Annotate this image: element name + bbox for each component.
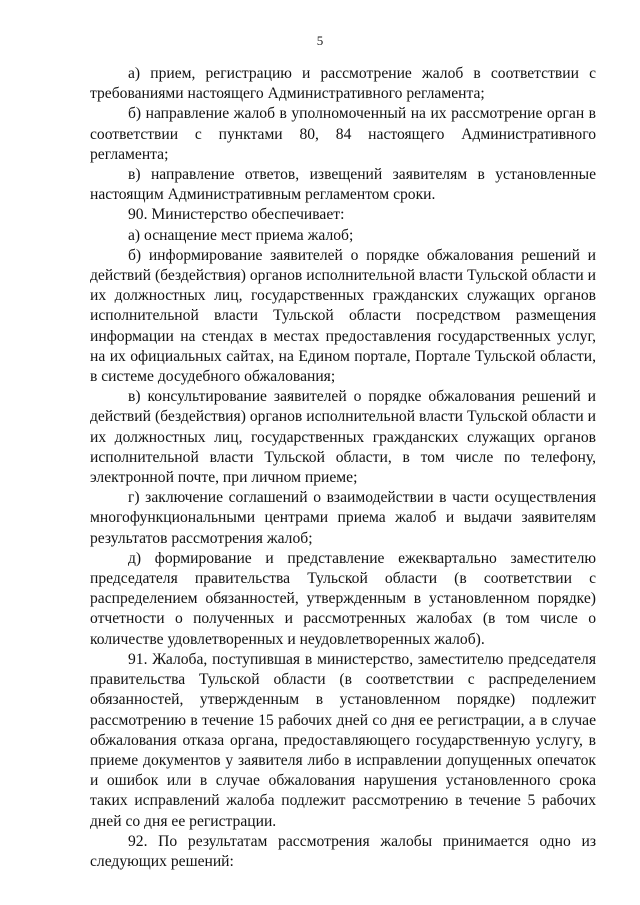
paragraph-section-92: 92. По результатам рассмотрения жалобы принимается одно из следующих решений:	[90, 832, 596, 870]
paragraph-section-90-heading: 90. Министерство обеспечивает:	[128, 206, 345, 224]
paragraph-item-a-reception: а) прием, регистрацию и рассмотрение жалоб в соответствии с требованиями настоящего Административного регламента;	[90, 65, 596, 103]
paragraph-item-v-responses: в) направление ответов, извещений заявителям в установленные настоящим Административным регламентом сроки.	[90, 166, 596, 204]
page-number: 5	[316, 33, 324, 48]
paragraph-section-90-item-a: а) оснащение мест приема жалоб;	[128, 226, 354, 244]
paragraph-section-90-item-b: б) информирование заявителей о порядке обжалования решений и действий (бездействия) органов исполнительной власти Тульской области и их должностных лиц, государственных гражданских служащих органов исполнительной власти Тульской области посредством размещения информации на стендах в местах предоставления государственных услуг, на их официальных сайтах, на Едином портале, Портале Тульской области, в системе досудебного обжалования;	[90, 246, 596, 386]
paragraph-item-b-forwarding: б) направление жалоб в уполномоченный на их рассмотрение орган в соответствии с пунктами 80, 84 настоящего Административного регламента;	[90, 105, 596, 163]
paragraph-section-90-item-d: д) формирование и представление ежеквартально заместителю председателя правительства Тульской области (в соответствии с распределением обязанностей, утвержденным в установленном порядке) отчетности о полученных и рассмотренных жалобах (в том числе о количестве удовлетворенных и неудовлетворенных жалоб).	[90, 549, 596, 648]
paragraph-section-90-item-g: г) заключение соглашений о взаимодействии в части осуществления многофункциональными центрами приема жалоб и выдачи заявителям результатов рассмотрения жалоб;	[90, 489, 596, 547]
paragraph-section-90-item-v: в) консультирование заявителей о порядке обжалования решений и действий (бездействия) органов исполнительной власти Тульской области и их должностных лиц, государственных гражданских служащих органов исполнительной власти Тульской области, в том числе по телефону, электронной почте, при личном приеме;	[90, 388, 596, 487]
paragraph-section-91: 91. Жалоба, поступившая в министерство, заместителю председателя правительства Тульской области (в соответствии с распределением обязанностей, утвержденным в установленном порядке) подлежит рассмотрению в течение 15 рабочих дней со дня ее регистрации, а в случае обжалования отказа органа, предоставляющего государственную услугу, в приеме документов у заявителя либо в исправлении допущенных опечаток и ошибок или в случае обжалования нарушения установленного срока таких исправлений жалоба подлежит рассмотрению в течение 5 рабочих дней со дня ее регистрации.	[90, 650, 596, 830]
document-body	[90, 64, 596, 872]
